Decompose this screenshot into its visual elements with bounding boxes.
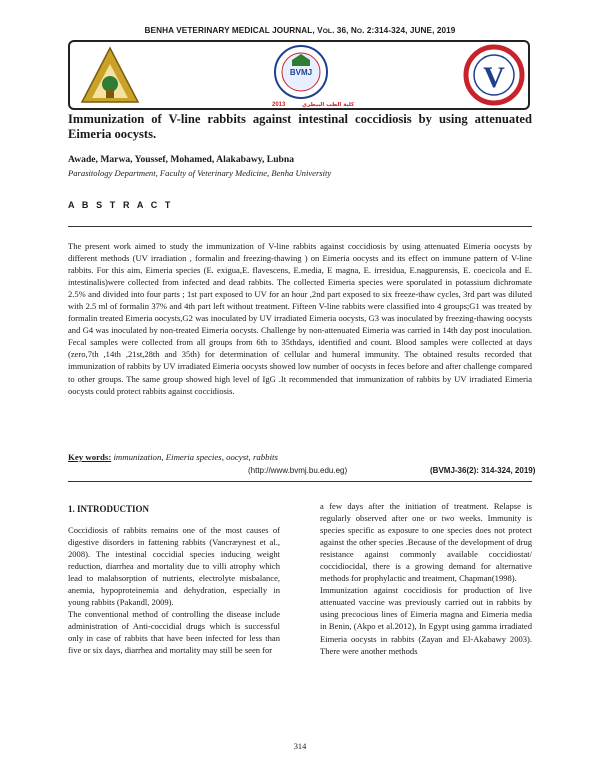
journal-header-vol: OL (322, 28, 333, 35)
intro-left-column (68, 524, 280, 657)
journal-header-prefix: BENHA VETERINARY MEDICAL JOURNAL, V (144, 26, 323, 35)
paper-authors: Awade, Marwa, Youssef, Mohamed, Alakabawy, Lubna (68, 154, 295, 165)
abstract-top-rule (68, 226, 532, 227)
keywords-bottom-rule (68, 481, 532, 482)
paper-affiliation: Parasitology Department, Faculty of Veterinary Medicine, Benha University (68, 168, 332, 178)
seal-arabic: كلية الطب البيطري (302, 102, 355, 108)
bvmj-seal-icon (258, 44, 355, 108)
intro-paragraph: Immunization against coccidiosis for production of live attenuated vaccine was previously carried out in rabbits by using precocious lines of Eimeria magna and Eimeria media in Benin, (Akpo et al.2012), In Egypt using gamma irradiated Eimeria oocysts in rabbits (Zayan and El-Akabawy 2003). There were another methods (320, 585, 532, 656)
seal-name: BVMJ (289, 68, 313, 77)
logo-banner (68, 40, 530, 110)
faculty-logo-letter: V (483, 61, 505, 94)
keywords-label: Key words: (68, 452, 112, 462)
intro-paragraph: Coccidiosis of rabbits remains one of the most causes of digestive disorders in fattening rabbits (Vancræynest et al., 2008). The intestinal coccidial species inducing weight reduction, diarrhea and mortality due to villi atrophy which lead to malabsorption of nutrients, electrolyte misbalance, anemia, hypoproteinemia and dehydration, especially in young rabbits (Pakandl, 2009). (68, 525, 280, 608)
journal-header-suffix: . 2:314-324, JUNE, 2019 (362, 26, 456, 35)
journal-url[interactable]: (http://www.bvmj.bu.edu.eg) (248, 466, 348, 475)
faculty-logo-icon (462, 44, 526, 106)
journal-header (0, 26, 600, 35)
seal-year: 2013 (272, 102, 286, 108)
section-heading-introduction: 1. INTRODUCTION (68, 504, 150, 514)
abstract-heading: A B S T R A C T (68, 200, 173, 210)
keywords-line (68, 452, 278, 462)
abstract-text: The present work aimed to study the immunization of V-line rabbits against coccidiosis by using attenuated Eimeria oocysts by different methods (UV irradiation , formalin and freezing-thawing ) on Eimeria oocysts and its effect on immune pattern of V-line rabbits. For this aim, Eimeria species (E. exigua,E. flavescens, E.media, E magna, E. irresidua, E.nagpurensis, E. coecicola and E. intestinalis)were collected from infected and dead rabbits. The collected Eimeria species were sporulated in potassium dichromate 2.5% and divided into four parts ; 1st part exposed to UV for an hour ,2nd part exposed to six freeze-thaw cycles, 3rd part was diluted with 2.5 ml of formalin 37% and 4th part left without treatment. Fifteen V-line rabbits were classified into 4 groups;G1 was treated by formalin treated Eimeria oocysts,G2 was inoculated by UV irradiated Eimeria oocysts, G3 was inoculated by freezing-thawing oocysts and G4 was inoculated by non-treated Eimeria oocysts. Challenge by non-attenuated Eimeria was carried in 14th day post inoculation. Fecal samples were collected from all groups from 6th to 35thdays, identified and count. Blood samples were collected at days (zero,7th ,14th ,21st,28th and 35th) for determination of cellular and humeral immunity. The obtained results recorded that immunization of rabbits by UV irradiated Eimeria oocysts showed low number of oocysts in feces before and after challenge compared to other groups. The same group showed high level of IgG .It recommended that immunization of rabbits by UV irradiated Eimeria oocysts could protect rabbits against coccidiosis. (68, 241, 532, 396)
intro-paragraph: a few days after the initiation of treatment. Relapse is regularly observed after one or two weeks. Immunity is species specific as exposure to one species does not protect against the other species .Because of the development of drug resistance against commonly available coccidiostat/ coccidiocidal, there is a growing demand for alternative methods for prophylactic and treatment, Chapman(1998). (320, 501, 532, 584)
keywords-values: immunization, Eimeria species, oocyst, rabbits (111, 452, 278, 462)
journal-citation: (BVMJ-36(2): 314-324, 2019) (430, 466, 536, 475)
intro-paragraph: The conventional method of controlling the disease include administration of Anti-coccidial drugs which is successful only in case of rabbits that have been infected for less than five or six days, diarrhea and mortality may still be seen for (68, 609, 280, 656)
intro-right-column (320, 500, 532, 657)
journal-header-mid: . 36, N (332, 26, 357, 35)
journal-header-no: O (356, 28, 363, 35)
page-number: 314 (293, 742, 307, 751)
university-logo-icon (74, 44, 146, 106)
paper-title: Immunization of V-line rabbits against intestinal coccidiosis by using attenuated Eimeria oocysts. (68, 112, 532, 141)
